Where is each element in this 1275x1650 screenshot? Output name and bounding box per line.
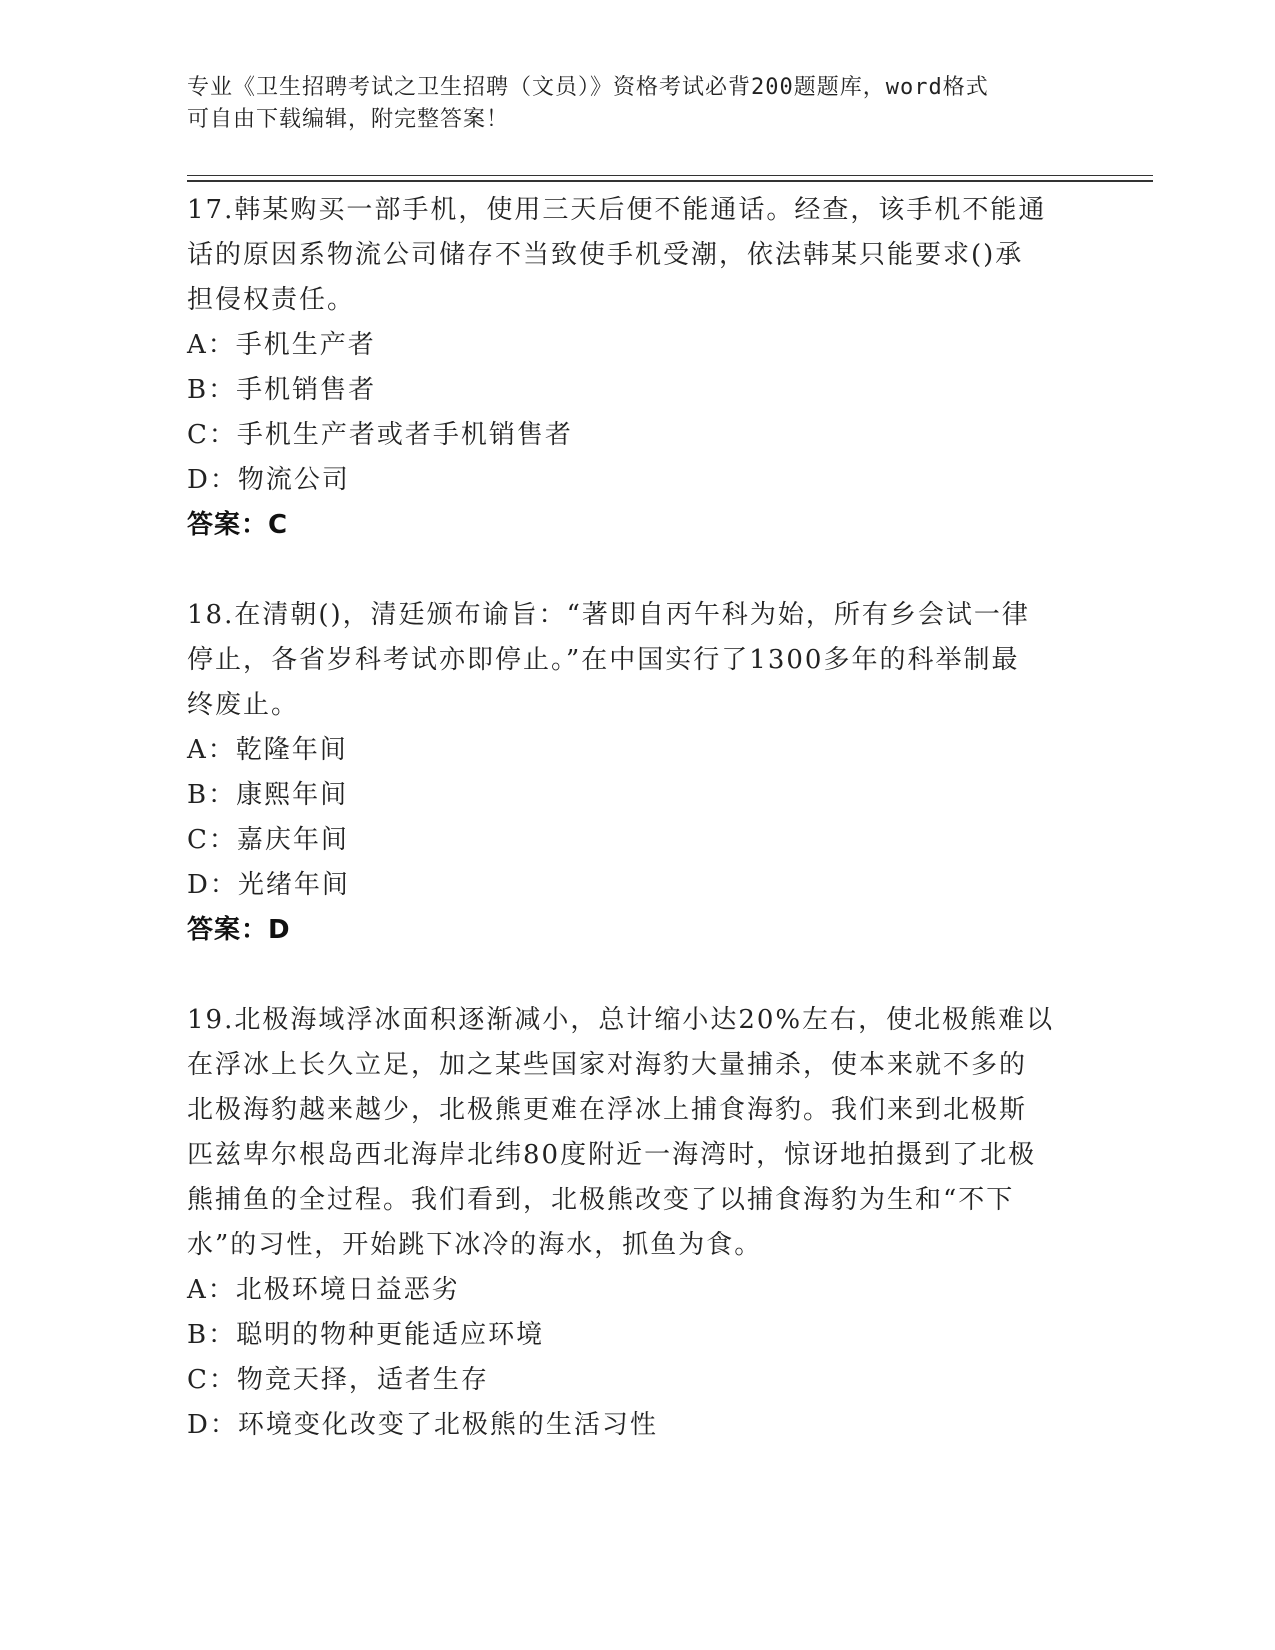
- option-b: B：聪明的物种更能适应环境: [187, 1320, 545, 1350]
- question-text-line: 终废止。: [187, 690, 300, 720]
- option-d: D：环境变化改变了北极熊的生活习性: [187, 1410, 658, 1440]
- option-b: B：康熙年间: [187, 780, 349, 810]
- question-17: [187, 188, 1087, 548]
- answer-line: 答案：D: [187, 915, 291, 945]
- question-18: [187, 593, 1087, 953]
- answer-line: 答案：C: [187, 510, 289, 540]
- header-line-1: 专业《卫生招聘考试之卫生招聘（文员）》资格考试必背200题题库，word格式: [187, 75, 989, 100]
- option-a: A：手机生产者: [187, 330, 376, 360]
- option-c: C：嘉庆年间: [187, 825, 349, 855]
- question-text-line: 18.在清朝()，清廷颁布谕旨：“著即自丙午科为始，所有乡会试一律: [187, 600, 1030, 630]
- option-a: A：北极环境日益恶劣: [187, 1275, 460, 1305]
- question-text-line: 在浮冰上长久立足，加之某些国家对海豹大量捕杀，使本来就不多的: [187, 1050, 1028, 1080]
- question-text-line: 熊捕鱼的全过程。我们看到，北极熊改变了以捕食海豹为生和“不下: [187, 1185, 1015, 1215]
- option-c: C：手机生产者或者手机销售者: [187, 420, 573, 450]
- option-a: A：乾隆年间: [187, 735, 348, 765]
- option-c: C：物竞天择，适者生存: [187, 1365, 489, 1395]
- option-d: D：光绪年间: [187, 870, 350, 900]
- question-text-line: 匹兹卑尔根岛西北海岸北纬80度附近一海湾时，惊讶地拍摄到了北极: [187, 1140, 1037, 1170]
- header-divider-thin: [187, 175, 1153, 176]
- question-text-line: 北极海豹越来越少，北极熊更难在浮冰上捕食海豹。我们来到北极斯: [187, 1095, 1028, 1125]
- question-list: [187, 188, 1087, 1448]
- header-divider-thick: [187, 180, 1153, 182]
- question-text-line: 17.韩某购买一部手机，使用三天后便不能通话。经查，该手机不能通: [187, 195, 1047, 225]
- question-text-line: 19.北极海域浮冰面积逐渐减小，总计缩小达20%左右，使北极熊难以: [187, 1005, 1055, 1035]
- header-line-2: 可自由下载编辑，附完整答案！: [187, 107, 510, 132]
- option-d: D：物流公司: [187, 465, 350, 495]
- question-text-line: 停止，各省岁科考试亦即停止。”在中国实行了1300多年的科举制最: [187, 645, 1020, 675]
- question-text-line: 水”的习性，开始跳下冰冷的海水，抓鱼为食。: [187, 1230, 763, 1260]
- question-text-line: 担侵权责任。: [187, 285, 356, 315]
- option-b: B：手机销售者: [187, 375, 377, 405]
- question-19: [187, 998, 1087, 1448]
- document-header: [187, 72, 1087, 136]
- question-text-line: 话的原因系物流公司储存不当致使手机受潮，依法韩某只能要求()承: [187, 240, 1024, 270]
